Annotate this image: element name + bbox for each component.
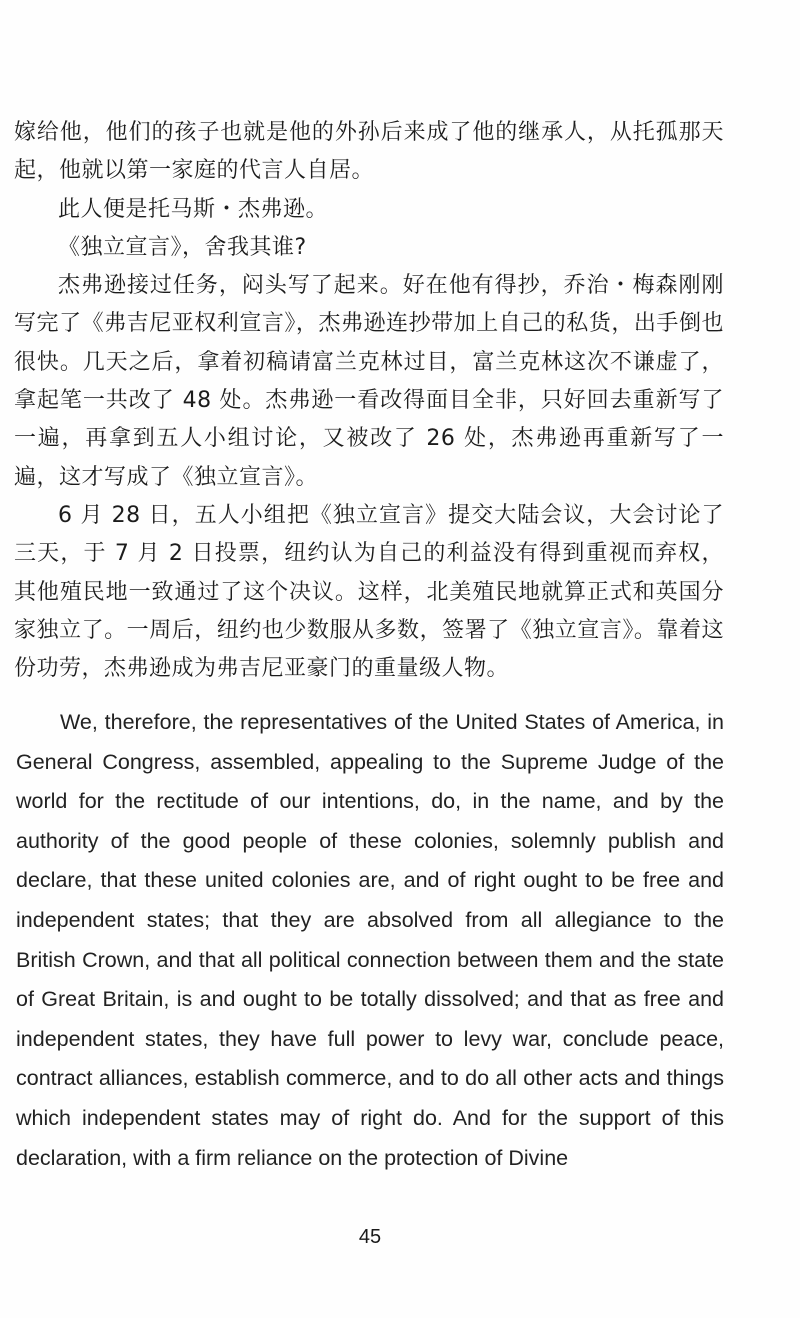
english-quote-block (16, 703, 724, 1178)
chinese-text-block (14, 114, 724, 688)
paragraph-declaration-question: 《独立宣言》，舍我其谁? (58, 234, 307, 260)
paragraph-vote: 6 月 28 日，五人小组把《独立宣言》提交大陆会议，大会讨论了三天，于 7 月 2 日投票，纽约认为自己的利益没有得到重视而弃权，其他殖民地一致通过了这个决议。这样，北美殖民地就算正式和英国分家独立了。一周后，纽约也少数服从多数，签署了《独立宣言》。靠着这份功劳，杰弗逊成为弗吉尼亚豪门的重量级人物。 (14, 502, 724, 682)
paragraph-drafting: 杰弗逊接过任务，闷头写了起来。好在他有得抄，乔治・梅森刚刚写完了《弗吉尼亚权利宣言》，杰弗逊连抄带加上自己的私货，出手倒也很快。几天之后，拿着初稿请富兰克林过目，富兰克林这次不谦虚了，拿起笔一共改了 48 处。杰弗逊一看改得面目全非，只好回去重新写了一遍，再拿到五人小组讨论，又被改了 26 处，杰弗逊再重新写了一遍，这才写成了《独立宣言》。 (14, 273, 724, 490)
paragraph-continuation: 嫁给他，他们的孩子也就是他的外孙后来成了他的继承人，从托孤那天起，他就以第一家庭的代言人自居。 (14, 120, 724, 184)
paragraph-jefferson-intro: 此人便是托马斯・杰弗逊。 (58, 196, 329, 222)
english-declaration-quote: We, therefore, the representatives of the United States of America, in General Congress, assembled, appealing to the Supreme Judge of the world for the rectitude of our intentions, do, in the name, and by the authority of the good people of these colonies, solemnly publish and declare, that these united colonies are, and of right ought to be free and independent states; that they are absolved from all allegiance to the British Crown, and that all political connection between them and the state of Great Britain, is and ought to be totally dissolved; and that as free and independent states, they have full power to levy war, conclude peace, contract alliances, establish commerce, and to do all other acts and things which independent states may of right do. And for the support of this declaration, with a firm reliance on the protection of Divine (16, 710, 724, 1170)
page-number: 45 (358, 1226, 382, 1248)
